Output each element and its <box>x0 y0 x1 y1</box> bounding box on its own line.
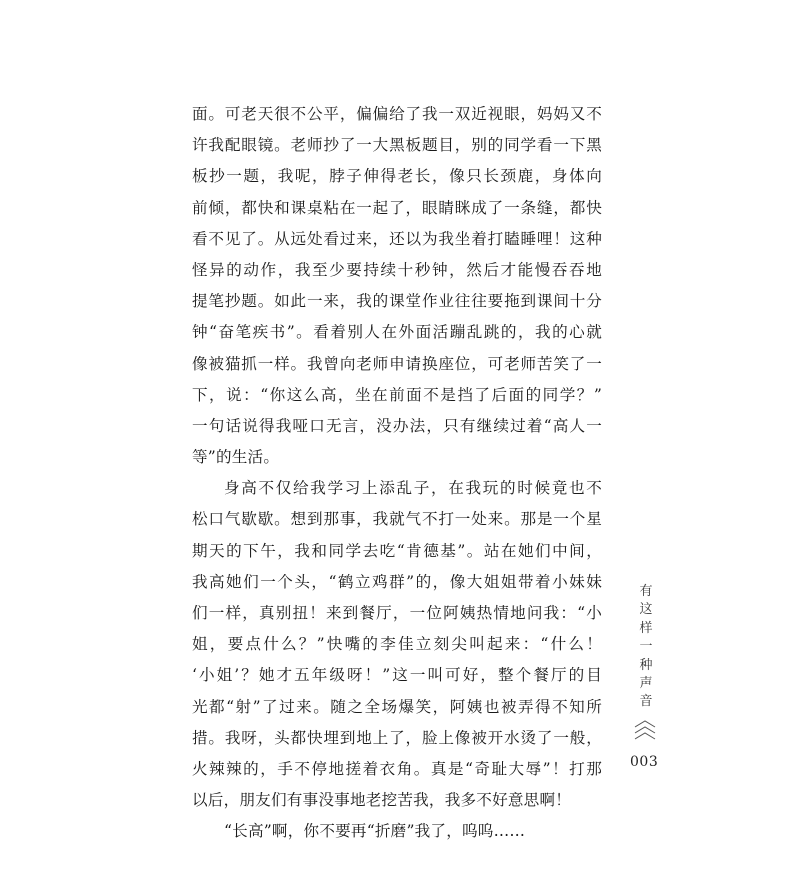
running-title-char: 有 <box>639 584 653 599</box>
text-line: 一句话说得我哑口无言，没办法，只有继续过着“高人一 <box>192 416 602 435</box>
text-line: 下，说：“你这么高，坐在前面不是挡了后面的同学？” <box>192 385 602 404</box>
text-line: 看不见了。从远处看过来，还以为我坐着打瞌睡哩！这种 <box>192 229 602 248</box>
text-line: ‘小姐’？她才五年级呀！”这一叫可好，整个餐厅的目 <box>192 666 602 685</box>
text-line: 板抄一题，我呢，脖子伸得老长，像只长颈鹿，身体向 <box>192 167 602 186</box>
text-line: “长高”啊，你不要再“折磨”我了，呜呜…… <box>224 822 526 841</box>
text-line: 提笔抄题。如此一来，我的课堂作业往往要拖到课间十分 <box>192 292 602 311</box>
running-title-char: 一 <box>639 639 653 655</box>
text-line: 期天的下午，我和同学去吃“肯德基”。站在她们中间， <box>192 541 602 560</box>
text-line: 以后，朋友们有事没事地老挖苦我，我多不好意思啊！ <box>192 791 572 810</box>
running-title <box>636 583 656 712</box>
text-line: 姐，要点什么？”快嘴的李佳立刻尖叫起来：“什么！ <box>192 635 602 654</box>
text-line: 像被猫抓一样。我曾向老师申请换座位，可老师苦笑了一 <box>192 354 602 373</box>
page-number: 003 <box>630 754 659 770</box>
text-line: 我高她们一个头，“鹤立鸡群”的，像大姐姐带着小妹妹 <box>192 572 602 591</box>
text-line: 怪异的动作，我至少要持续十秒钟，然后才能慢吞吞地 <box>192 260 602 279</box>
running-title-char: 这 <box>639 602 653 618</box>
text-line: 等”的生活。 <box>192 448 280 467</box>
text-line: 松口气歇歇。想到那事，我就气不打一处来。那是一个星 <box>192 510 602 529</box>
text-line: 许我配眼镜。老师抄了一大黑板题目，别的同学看一下黑 <box>192 136 602 155</box>
text-line: 光都“射”了过来。随之全场爆笑，阿姨也被弄得不知所 <box>192 697 602 716</box>
text-line: 面。可老天很不公平，偏偏给了我一双近视眼，妈妈又不 <box>192 105 602 123</box>
body-text <box>192 99 602 848</box>
text-line: 们一样，真别扭！来到餐厅，一位阿姨热情地问我：“小 <box>192 604 602 622</box>
running-title-char: 音 <box>639 694 653 710</box>
running-title-char: 种 <box>639 657 653 673</box>
text-line: 火辣辣的，手不停地搓着衣角。真是“奇耻大辱”！打那 <box>192 759 602 778</box>
text-line: 前倾，都快和课桌粘在一起了，眼睛眯成了一条缝，都快 <box>192 198 602 217</box>
chevron-ornament-icon <box>632 720 658 742</box>
running-title-char: 声 <box>639 675 653 691</box>
text-line: 钟“奋笔疾书”。看着别人在外面活蹦乱跳的，我的心就 <box>192 323 602 342</box>
text-line: 身高不仅给我学习上添乱子，在我玩的时候竟也不 <box>224 479 602 498</box>
running-title-char: 样 <box>639 620 653 636</box>
text-line: 措。我呀，头都快埋到地上了，脸上像被开水烫了一般， <box>192 728 602 747</box>
